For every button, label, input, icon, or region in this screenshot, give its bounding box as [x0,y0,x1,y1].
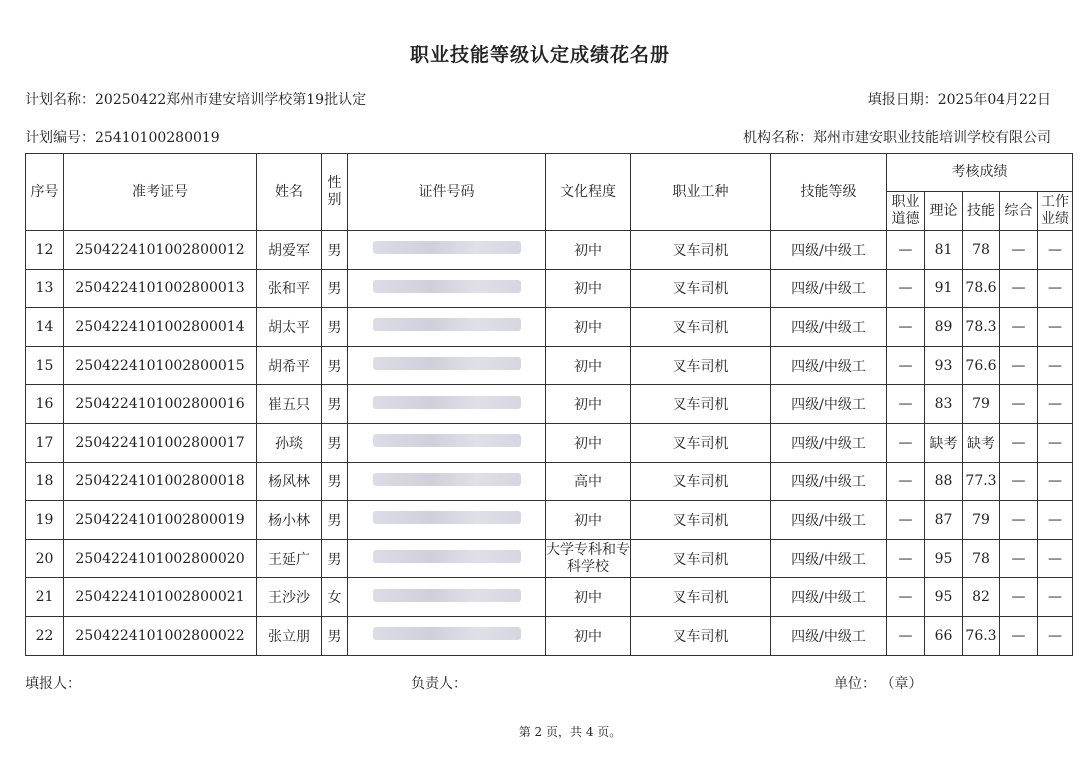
header-ethics: 职业道德 [887,192,925,231]
cell-gender: 女 [322,578,348,617]
cell-seq: 14 [26,308,64,347]
cell-name: 王沙沙 [257,578,322,617]
cell-name: 胡爱军 [257,231,322,270]
cell-seq: 15 [26,346,64,385]
redaction-blur [373,357,521,370]
cell-ethics: — [887,501,925,540]
cell-skill: 76.6 [963,346,1000,385]
redaction-blur [373,511,521,524]
header-seq: 序号 [26,154,64,231]
cell-level: 四级/中级工 [771,231,887,270]
cell-skill: 79 [963,385,1000,424]
cell-work: — [1038,616,1073,655]
cell-work: — [1038,539,1073,578]
table-row [26,616,1073,655]
cell-gender: 男 [322,616,348,655]
cell-name: 杨风林 [257,462,322,501]
cell-seq: 20 [26,539,64,578]
cell-overall: — [1000,385,1038,424]
cell-ethics: — [887,616,925,655]
cell-name: 杨小林 [257,501,322,540]
cell-overall: — [1000,462,1038,501]
cell-gender: 男 [322,385,348,424]
cell-gender: 男 [322,231,348,270]
cell-gender: 男 [322,308,348,347]
cell-name: 王延广 [257,539,322,578]
table-row [26,269,1073,308]
header-exam-no: 准考证号 [64,154,257,231]
cell-exam-no: 2504224101002800022 [64,616,257,655]
cell-seq: 17 [26,423,64,462]
header-name: 姓名 [257,154,322,231]
cell-level: 四级/中级工 [771,501,887,540]
cell-skill: 78.3 [963,308,1000,347]
cell-exam-no: 2504224101002800019 [64,501,257,540]
redaction-blur [373,473,521,486]
cell-education: 初中 [546,269,631,308]
cell-seq: 22 [26,616,64,655]
cell-work: — [1038,423,1073,462]
cell-name: 张和平 [257,269,322,308]
plan-name: 计划名称：20250422郑州市建安培训学校第19批认定 [25,92,367,108]
page-number: 第 2 页，共 4 页。 [518,725,622,739]
id-number-redacted [348,346,546,385]
cell-skill: 78.6 [963,269,1000,308]
score-roster-table [25,153,1073,656]
redaction-blur [373,396,521,409]
table-row [26,501,1073,540]
cell-overall: — [1000,616,1038,655]
cell-ethics: — [887,423,925,462]
cell-occupation: 叉车司机 [631,346,771,385]
cell-level: 四级/中级工 [771,616,887,655]
cell-theory: 88 [925,462,963,501]
cell-ethics: — [887,269,925,308]
table-row [26,423,1073,462]
cell-exam-no: 2504224101002800014 [64,308,257,347]
id-number-redacted [348,269,546,308]
cell-occupation: 叉车司机 [631,385,771,424]
cell-overall: — [1000,423,1038,462]
header-id-no: 证件号码 [348,154,546,231]
cell-level: 四级/中级工 [771,269,887,308]
header-work: 工作业绩 [1038,192,1073,231]
header-level: 技能等级 [771,154,887,231]
cell-level: 四级/中级工 [771,423,887,462]
cell-seq: 13 [26,269,64,308]
cell-work: — [1038,308,1073,347]
cell-theory: 66 [925,616,963,655]
cell-work: — [1038,269,1073,308]
cell-theory: 83 [925,385,963,424]
cell-exam-no: 2504224101002800012 [64,231,257,270]
id-number-redacted [348,308,546,347]
id-number-redacted [348,578,546,617]
cell-level: 四级/中级工 [771,539,887,578]
cell-name: 胡希平 [257,346,322,385]
cell-work: — [1038,231,1073,270]
cell-theory: 95 [925,539,963,578]
id-number-redacted [348,501,546,540]
cell-theory: 95 [925,578,963,617]
header-overall: 综合 [1000,192,1038,231]
cell-skill: 78 [963,231,1000,270]
header-gender: 性别 [322,154,348,231]
table-row [26,578,1073,617]
header-education: 文化程度 [546,154,631,231]
cell-theory: 81 [925,231,963,270]
cell-name: 张立朋 [257,616,322,655]
cell-occupation: 叉车司机 [631,462,771,501]
cell-overall: — [1000,308,1038,347]
cell-seq: 21 [26,578,64,617]
cell-level: 四级/中级工 [771,578,887,617]
cell-level: 四级/中级工 [771,462,887,501]
id-number-redacted [348,231,546,270]
cell-gender: 男 [322,423,348,462]
cell-skill: 79 [963,501,1000,540]
cell-work: — [1038,462,1073,501]
cell-overall: — [1000,231,1038,270]
cell-level: 四级/中级工 [771,308,887,347]
table-row [26,231,1073,270]
cell-education: 大学专科和专科学校 [546,539,631,578]
cell-overall: — [1000,269,1038,308]
cell-seq: 12 [26,231,64,270]
cell-education: 初中 [546,616,631,655]
cell-occupation: 叉车司机 [631,231,771,270]
cell-name: 胡太平 [257,308,322,347]
cell-level: 四级/中级工 [771,385,887,424]
table-row [26,462,1073,501]
footer-responsible: 负责人： [411,676,467,692]
cell-level: 四级/中级工 [771,346,887,385]
redaction-blur [373,280,521,293]
cell-skill: 82 [963,578,1000,617]
cell-gender: 男 [322,501,348,540]
cell-education: 初中 [546,308,631,347]
cell-ethics: — [887,308,925,347]
cell-skill: 76.3 [963,616,1000,655]
cell-overall: — [1000,346,1038,385]
cell-education: 初中 [546,231,631,270]
cell-seq: 16 [26,385,64,424]
redaction-blur [373,434,521,447]
cell-occupation: 叉车司机 [631,578,771,617]
cell-skill: 77.3 [963,462,1000,501]
cell-ethics: — [887,346,925,385]
cell-name: 孙琰 [257,423,322,462]
cell-ethics: — [887,231,925,270]
plan-number: 计划编号：25410100280019 [25,130,220,146]
cell-occupation: 叉车司机 [631,616,771,655]
org-name: 机构名称：郑州市建安职业技能培训学校有限公司 [743,130,1051,146]
redaction-blur [373,550,521,563]
table-row [26,539,1073,578]
cell-overall: — [1000,501,1038,540]
cell-overall: — [1000,539,1038,578]
id-number-redacted [348,462,546,501]
cell-education: 初中 [546,423,631,462]
cell-occupation: 叉车司机 [631,539,771,578]
footer-reporter: 填报人： [25,676,81,692]
cell-occupation: 叉车司机 [631,501,771,540]
cell-skill: 78 [963,539,1000,578]
header-theory: 理论 [925,192,963,231]
cell-education: 初中 [546,501,631,540]
cell-occupation: 叉车司机 [631,308,771,347]
cell-gender: 男 [322,462,348,501]
cell-education: 初中 [546,578,631,617]
table-row [26,346,1073,385]
redaction-blur [373,589,521,602]
cell-education: 初中 [546,346,631,385]
cell-exam-no: 2504224101002800020 [64,539,257,578]
cell-ethics: — [887,539,925,578]
header-occupation: 职业工种 [631,154,771,231]
table-row [26,385,1073,424]
cell-name: 崔五只 [257,385,322,424]
cell-exam-no: 2504224101002800016 [64,385,257,424]
cell-gender: 男 [322,539,348,578]
cell-seq: 19 [26,501,64,540]
cell-exam-no: 2504224101002800013 [64,269,257,308]
cell-overall: — [1000,578,1038,617]
report-date: 填报日期：2025年04月22日 [867,92,1051,108]
cell-theory: 缺考 [925,423,963,462]
cell-exam-no: 2504224101002800017 [64,423,257,462]
cell-theory: 89 [925,308,963,347]
cell-gender: 男 [322,269,348,308]
cell-ethics: — [887,385,925,424]
id-number-redacted [348,423,546,462]
cell-education: 高中 [546,462,631,501]
id-number-redacted [348,616,546,655]
cell-gender: 男 [322,346,348,385]
id-number-redacted [348,385,546,424]
redaction-blur [373,241,521,254]
cell-work: — [1038,501,1073,540]
cell-exam-no: 2504224101002800015 [64,346,257,385]
id-number-redacted [348,539,546,578]
cell-theory: 87 [925,501,963,540]
cell-theory: 93 [925,346,963,385]
cell-work: — [1038,578,1073,617]
cell-occupation: 叉车司机 [631,269,771,308]
footer-unit: 单位： （章） [834,676,923,692]
header-skill: 技能 [963,192,1000,231]
page-title: 职业技能等级认定成绩花名册 [409,44,670,66]
cell-work: — [1038,385,1073,424]
header-scores: 考核成绩 [887,154,1073,192]
redaction-blur [373,627,521,640]
cell-seq: 18 [26,462,64,501]
cell-skill: 缺考 [963,423,1000,462]
cell-work: — [1038,346,1073,385]
cell-ethics: — [887,462,925,501]
cell-ethics: — [887,578,925,617]
redaction-blur [373,318,521,331]
cell-theory: 91 [925,269,963,308]
cell-exam-no: 2504224101002800021 [64,578,257,617]
cell-education: 初中 [546,385,631,424]
cell-occupation: 叉车司机 [631,423,771,462]
table-row [26,308,1073,347]
cell-exam-no: 2504224101002800018 [64,462,257,501]
